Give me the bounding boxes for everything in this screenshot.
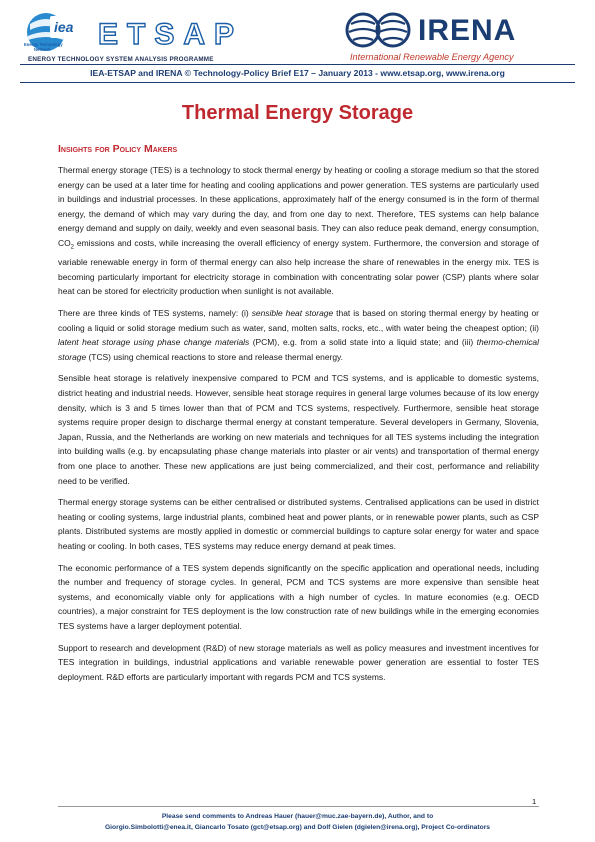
page-number: 1 <box>532 797 537 806</box>
iea-badge-line-1: Energy Technology <box>24 42 63 47</box>
paragraph-6: Support to research and development (R&D) of new storage materials as well as policy measures and investment incentives for TES integration in buildings, industrial applications and variable renewable power generation are essential to foster TES deployment. R&D efforts are particularly important with regards PCM and TCS systems. <box>58 642 539 682</box>
iea-globe-icon <box>20 10 90 60</box>
header-divider-bottom <box>20 82 575 83</box>
etsap-subtitle: ENERGY TECHNOLOGY SYSTEM ANALYSIS PROGRAMME <box>28 56 214 63</box>
section-heading: Insights for Policy Makers <box>58 143 178 155</box>
iea-badge-text: iea <box>54 19 74 35</box>
irena-subtitle: International Renewable Energy Agency <box>350 52 514 62</box>
iea-badge-line-2: Network <box>34 47 51 52</box>
document-title: Thermal Energy Storage <box>181 102 414 124</box>
etsap-logo-text: ETSAP <box>98 18 244 51</box>
etsap-logo <box>20 10 280 60</box>
footer-line-1: Please send comments to Andreas Hauer (hauer@muc.zae-bayern.de), Author, and to <box>161 813 434 820</box>
document-body <box>58 163 539 691</box>
paragraph-1: Thermal energy storage (TES) is a technology to stock thermal energy by heating or cooling a storage medium so that the stored energy can be used at a later time for heating and cooling applications and power generation. TES systems are particularly used in buildings and industrial processes. In these applications, approximately half of the energy consumed is in the form of thermal energy, the demand of which may vary during the day, and from one day to next. Therefore, TES systems can help balance energy demand and supply on daily, weekly and even seasonal basis. They can also reduce peak demand, energy consumption, $CO_2$ emissions and costs, while increasing the overall efficiency of energy system. Furthermore, the conversion and storage of variable renewable energy in form of thermal energy can also help increase the share of renewables in the energy mix. TES is becoming particularly important for electricity storage in combination with concentrating solar power (CSP) plants where solar heat can be stored for electricity production when sunlight is not available. <box>58 165 539 297</box>
footer-divider <box>58 806 539 807</box>
paragraph-2: There are three kinds of TES systems, namely: (i) sensible heat storage that is based on storing thermal energy by heating or cooling a liquid or solid storage medium such as water, sand, molten salts, rocks, etc., with water being the cheapest option; (ii) latent heat storage using phase change materials (PCM), e.g. from a solid state into a liquid state; and (iii) thermo-chemical storage (TCS) using chemical reactions to store and release thermal energy. <box>58 308 539 362</box>
footer-line-2: Giorgio.Simbolotti@enea.it, Giancarlo Tosato (gct@etsap.org) and Dolf Gielen (dgielen@irena.org), Project Co-ordinators <box>104 824 491 831</box>
irena-logo-text: IRENA <box>418 14 517 47</box>
paragraph-4: Thermal energy storage systems can be either centralised or distributed systems. Centralised applications can be used in district heating or cooling systems, large industrial plants, combined heat and power plants, or in renewable power plants, such as CSP plants. Distributed systems are mostly applied in domestic or commercial buildings to capture solar energy for water and space heating or cooling. In both cases, TES systems may reduce energy demand at peak times. <box>58 497 539 551</box>
irena-globes-icon <box>345 10 417 54</box>
page-header <box>0 0 595 92</box>
brief-line: IEA-ETSAP and IRENA © Technology-Policy Brief E17 – January 2013 - www.etsap.org, www.irena.org <box>90 68 505 78</box>
paragraph-5: The economic performance of a TES system depends significantly on the specific application and operational needs, including the number and frequency of storage cycles. In general, PCM and TCS systems are more expensive than sensible heat systems, and economically viable only for applications with a high number of cycles. In mature economies (e.g. OECD countries), a major constraint for TES deployment is the low construction rate of new buildings while in the emerging economies TES systems have a larger deployment potential. <box>58 562 539 631</box>
paragraph-3: Sensible heat storage is relatively inexpensive compared to PCM and TCS systems, and is applicable to domestic systems, district heating and industrial needs. However, sensible heat storage requires in general large volumes because of its low energy density, which is 3 and 5 times lower than that of PCM and TCS systems, respectively. Furthermore, sensible heat storage systems require proper design to discharge thermal energy at constant temperature. Several developers in Germany, Slovenia, Japan, Russia, and the Netherlands are working on new materials and techniques for all TES systems including the integration into building walls (e.g. by encapsulating phase change materials into plaster or air vents) and transportation of thermal energy from one place to another. These new applications are just being commercialized, and their cost, performance and reliability need to be verified. <box>58 373 539 486</box>
header-divider-top <box>20 64 575 65</box>
footer-contact <box>0 811 595 833</box>
